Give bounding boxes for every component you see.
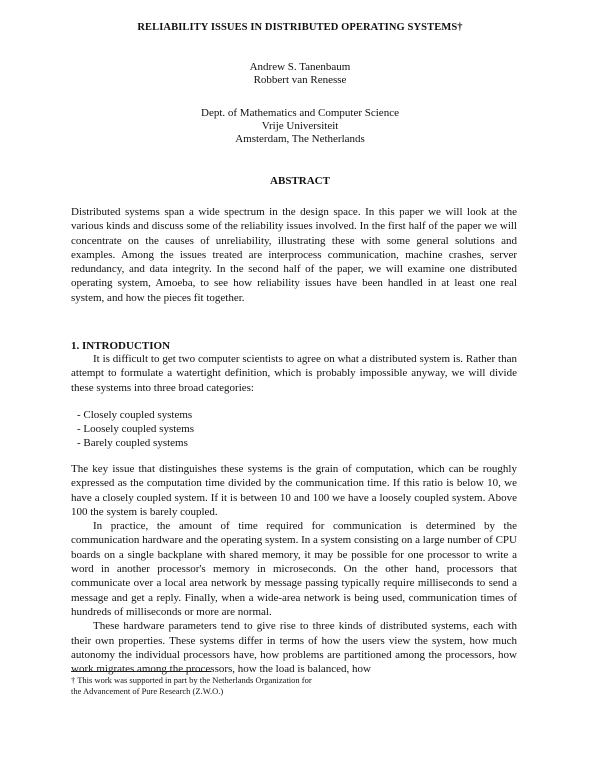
list-item: - Closely coupled systems [77,409,193,421]
affiliation-line: Amsterdam, The Netherlands [235,133,365,145]
list-item: - Barely coupled systems [77,437,188,449]
footnote-rule [71,671,211,672]
affiliation-line: Vrije Universiteit [261,120,339,132]
body-text [71,462,517,676]
section-heading: 1. INTRODUCTION [71,340,171,352]
list-item: - Loosely coupled systems [77,423,195,435]
paragraph-key-issue: The key issue that distinguishes these systems is the grain of computation, which can be roughly expressed as the computation time divided by the communication time. If this ratio is below 10, we have a closely coupled system. If it is between 10 and 100 we have a loosely coupled system. Above 100 the system is barely coupled. [71,463,517,518]
category-list [77,408,194,450]
paragraph-practice: In practice, the amount of time required for communication is determined by the communication hardware and the operating system. In a system consisting on a large number of CPU boards on a single backplane with shared memory, it may be possible for one processor to write a word in another processor's memory in microseconds. On the other hand, processors that communicate over a local area network by message passing typically require milliseconds to send a message and get a reply. Finally, when a wide-area network is being used, communication times of hundreds of milliseconds or more are normal. [71,520,517,618]
paper-title: RELIABILITY ISSUES IN DISTRIBUTED OPERATING SYSTEMS† [137,22,463,33]
abstract-heading: ABSTRACT [270,175,330,187]
intro-paragraph: It is difficult to get two computer scientists to agree on what a distributed system is. Rather than attempt to formulate a watertight definition, which is probably impossible anyway, we will divide these systems into three broad categories: [71,353,517,394]
abstract-text: Distributed systems span a wide spectrum in the design space. In this paper we will look at the various kinds and discuss some of the reliability issues involved. In the first half of the paper we will concentrate on the causes of unreliability, illustrating these with some general solutions and examples. Among the issues treated are interprocess communication, machine crashes, server redundancy, and data integrity. In the second half of the paper, we will examine one distributed operating system, Amoeba, to see how reliability issues have been handled in at least one real system, and how the pieces fit together. [71,206,517,304]
author-name: Robbert van Renesse [253,74,347,86]
author-block [0,61,600,87]
footnote-line: the Advancement of Pure Research (Z.W.O.) [71,686,224,696]
affiliation-block [0,107,600,146]
paragraph-hardware: These hardware parameters tend to give rise to three kinds of distributed systems, each with their own properties. These systems differ in terms of how the users view the system, how much autonomy the individual processors have, how problems are partitioned among the processors, how work migrates among the processors, how the load is balanced, how [71,620,517,676]
affiliation-line: Dept. of Mathematics and Computer Science [201,107,399,119]
footnote-line: † This work was supported in part by the Netherlands Organization for [71,675,312,685]
author-name: Andrew S. Tanenbaum [249,61,351,73]
footnote [71,675,312,697]
